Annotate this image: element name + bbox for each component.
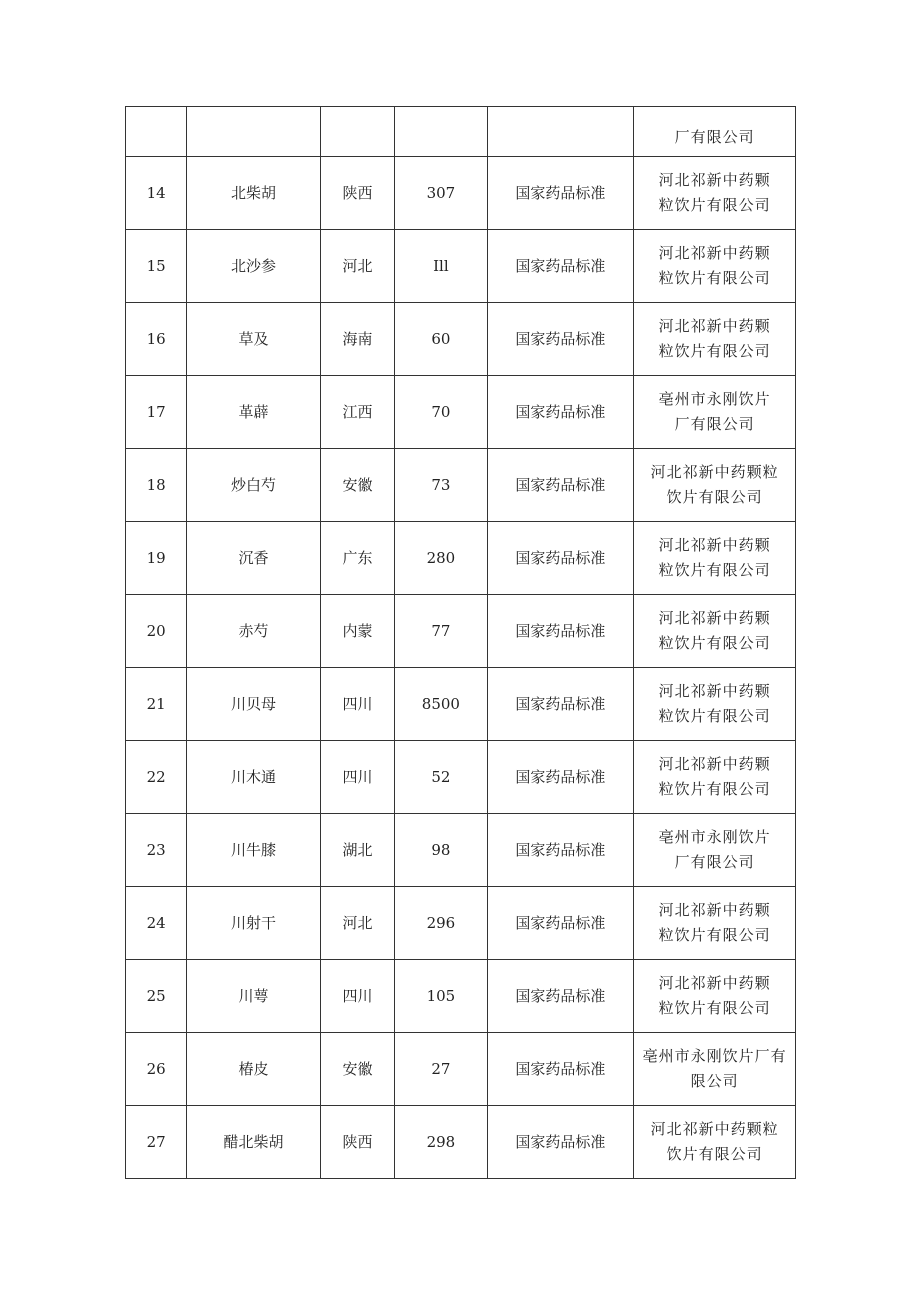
manufacturer-line: 饮片有限公司 (666, 488, 763, 506)
origin-cell: 陕西 (320, 157, 394, 230)
origin-cell: 内蒙 (320, 595, 394, 668)
manufacturer-line: 粒饮片有限公司 (658, 342, 771, 360)
name-cell: 川射干 (187, 887, 321, 960)
no-cell: 25 (126, 960, 187, 1033)
manufacturer-line: 亳州市永刚饮片厂有 (642, 1047, 787, 1065)
origin-cell: 四川 (320, 960, 394, 1033)
manufacturer-line: 河北祁新中药颗 (658, 536, 771, 554)
price-cell: 298 (395, 1106, 487, 1179)
no-cell: 23 (126, 814, 187, 887)
no-cell: 19 (126, 522, 187, 595)
no-cell: 16 (126, 303, 187, 376)
table-row (126, 960, 796, 1033)
origin-cell: 河北 (320, 230, 394, 303)
table-row (126, 230, 796, 303)
standard-cell: 国家药品标准 (487, 449, 634, 522)
standard-cell (487, 107, 634, 157)
price-cell (395, 107, 487, 157)
manufacturer-line: 河北祁新中药颗 (658, 901, 771, 919)
no-cell: 20 (126, 595, 187, 668)
price-cell: 280 (395, 522, 487, 595)
manufacturer-line: 河北祁新中药颗 (658, 317, 771, 335)
manufacturer-line: 河北祁新中药颗粒 (650, 463, 779, 481)
table-row (126, 522, 796, 595)
standard-cell: 国家药品标准 (487, 376, 634, 449)
price-cell: 77 (395, 595, 487, 668)
no-cell: 15 (126, 230, 187, 303)
price-cell: 60 (395, 303, 487, 376)
standard-cell: 国家药品标准 (487, 1033, 634, 1106)
manufacturer-cell (634, 595, 796, 668)
no-cell (126, 107, 187, 157)
manufacturer-line: 河北祁新中药颗 (658, 682, 771, 700)
price-cell: 296 (395, 887, 487, 960)
table-row (126, 887, 796, 960)
name-cell: 革薜 (187, 376, 321, 449)
standard-cell: 国家药品标准 (487, 595, 634, 668)
manufacturer-line: 河北祁新中药颗 (658, 755, 771, 773)
name-cell: 川萼 (187, 960, 321, 1033)
price-cell: 105 (395, 960, 487, 1033)
standard-cell: 国家药品标准 (487, 230, 634, 303)
manufacturer-line: 粒饮片有限公司 (658, 269, 771, 287)
no-cell: 22 (126, 741, 187, 814)
manufacturer-line: 厂有限公司 (674, 415, 755, 433)
manufacturer-cell (634, 668, 796, 741)
manufacturer-line: 粒饮片有限公司 (658, 196, 771, 214)
standard-cell: 国家药品标准 (487, 960, 634, 1033)
no-cell: 17 (126, 376, 187, 449)
manufacturer-line: 河北祁新中药颗 (658, 974, 771, 992)
manufacturer-line: 河北祁新中药颗 (658, 171, 771, 189)
table-row (126, 303, 796, 376)
manufacturer-line: 亳州市永刚饮片 (658, 390, 771, 408)
origin-cell: 安徽 (320, 1033, 394, 1106)
manufacturer-line: 粒饮片有限公司 (658, 999, 771, 1017)
no-cell: 24 (126, 887, 187, 960)
herb-price-table (125, 106, 796, 1179)
standard-cell: 国家药品标准 (487, 522, 634, 595)
origin-cell: 江西 (320, 376, 394, 449)
manufacturer-cell (634, 230, 796, 303)
price-cell: 98 (395, 814, 487, 887)
no-cell: 27 (126, 1106, 187, 1179)
origin-cell: 海南 (320, 303, 394, 376)
name-cell: 赤芍 (187, 595, 321, 668)
table-row (126, 668, 796, 741)
manufacturer-cell (634, 960, 796, 1033)
table-row (126, 595, 796, 668)
no-cell: 18 (126, 449, 187, 522)
table-row (126, 376, 796, 449)
manufacturer-line: 粒饮片有限公司 (658, 780, 771, 798)
origin-cell: 湖北 (320, 814, 394, 887)
standard-cell: 国家药品标准 (487, 668, 634, 741)
name-cell: 川贝母 (187, 668, 321, 741)
origin-cell: 广东 (320, 522, 394, 595)
price-cell: 307 (395, 157, 487, 230)
manufacturer-cell (634, 522, 796, 595)
origin-cell: 四川 (320, 668, 394, 741)
name-cell: 沉香 (187, 522, 321, 595)
no-cell: 26 (126, 1033, 187, 1106)
manufacturer-cell (634, 449, 796, 522)
manufacturer-line: 厂有限公司 (674, 853, 755, 871)
standard-cell: 国家药品标准 (487, 741, 634, 814)
manufacturer-line: 粒饮片有限公司 (658, 707, 771, 725)
manufacturer-cell (634, 887, 796, 960)
price-cell: 52 (395, 741, 487, 814)
manufacturer-line: 厂有限公司 (674, 128, 755, 146)
manufacturer-cell (634, 157, 796, 230)
origin-cell: 河北 (320, 887, 394, 960)
origin-cell: 陕西 (320, 1106, 394, 1179)
no-cell: 14 (126, 157, 187, 230)
price-cell: 8500 (395, 668, 487, 741)
standard-cell: 国家药品标准 (487, 1106, 634, 1179)
manufacturer-cell (634, 814, 796, 887)
standard-cell: 国家药品标准 (487, 887, 634, 960)
table-row (126, 814, 796, 887)
name-cell: 炒白芍 (187, 449, 321, 522)
price-cell: 70 (395, 376, 487, 449)
origin-cell (320, 107, 394, 157)
manufacturer-cell (634, 1033, 796, 1106)
no-cell: 21 (126, 668, 187, 741)
manufacturer-line: 河北祁新中药颗粒 (650, 1120, 779, 1138)
origin-cell: 安徽 (320, 449, 394, 522)
name-cell: 北柴胡 (187, 157, 321, 230)
name-cell: 川木通 (187, 741, 321, 814)
continuation-row (126, 107, 796, 157)
name-cell: 椿皮 (187, 1033, 321, 1106)
manufacturer-line: 河北祁新中药颗 (658, 609, 771, 627)
name-cell (187, 107, 321, 157)
name-cell: 川牛膝 (187, 814, 321, 887)
manufacturer-line: 粒饮片有限公司 (658, 926, 771, 944)
name-cell: 草及 (187, 303, 321, 376)
manufacturer-cell (634, 303, 796, 376)
manufacturer-line: 亳州市永刚饮片 (658, 828, 771, 846)
manufacturer-cell (634, 1106, 796, 1179)
price-cell: 73 (395, 449, 487, 522)
manufacturer-line: 粒饮片有限公司 (658, 561, 771, 579)
name-cell: 北沙参 (187, 230, 321, 303)
manufacturer-line: 河北祁新中药颗 (658, 244, 771, 262)
table-body (126, 107, 796, 1179)
standard-cell: 国家药品标准 (487, 814, 634, 887)
table-row (126, 1106, 796, 1179)
manufacturer-line: 饮片有限公司 (666, 1145, 763, 1163)
price-cell: 27 (395, 1033, 487, 1106)
manufacturer-cell (634, 741, 796, 814)
manufacturer-cell (634, 107, 796, 157)
standard-cell: 国家药品标准 (487, 157, 634, 230)
table-row (126, 449, 796, 522)
name-cell: 醋北柴胡 (187, 1106, 321, 1179)
table-row (126, 157, 796, 230)
origin-cell: 四川 (320, 741, 394, 814)
price-cell: Ill (395, 230, 487, 303)
table-row (126, 741, 796, 814)
manufacturer-cell (634, 376, 796, 449)
table-row (126, 1033, 796, 1106)
manufacturer-line: 粒饮片有限公司 (658, 634, 771, 652)
standard-cell: 国家药品标准 (487, 303, 634, 376)
manufacturer-line: 限公司 (690, 1072, 739, 1090)
